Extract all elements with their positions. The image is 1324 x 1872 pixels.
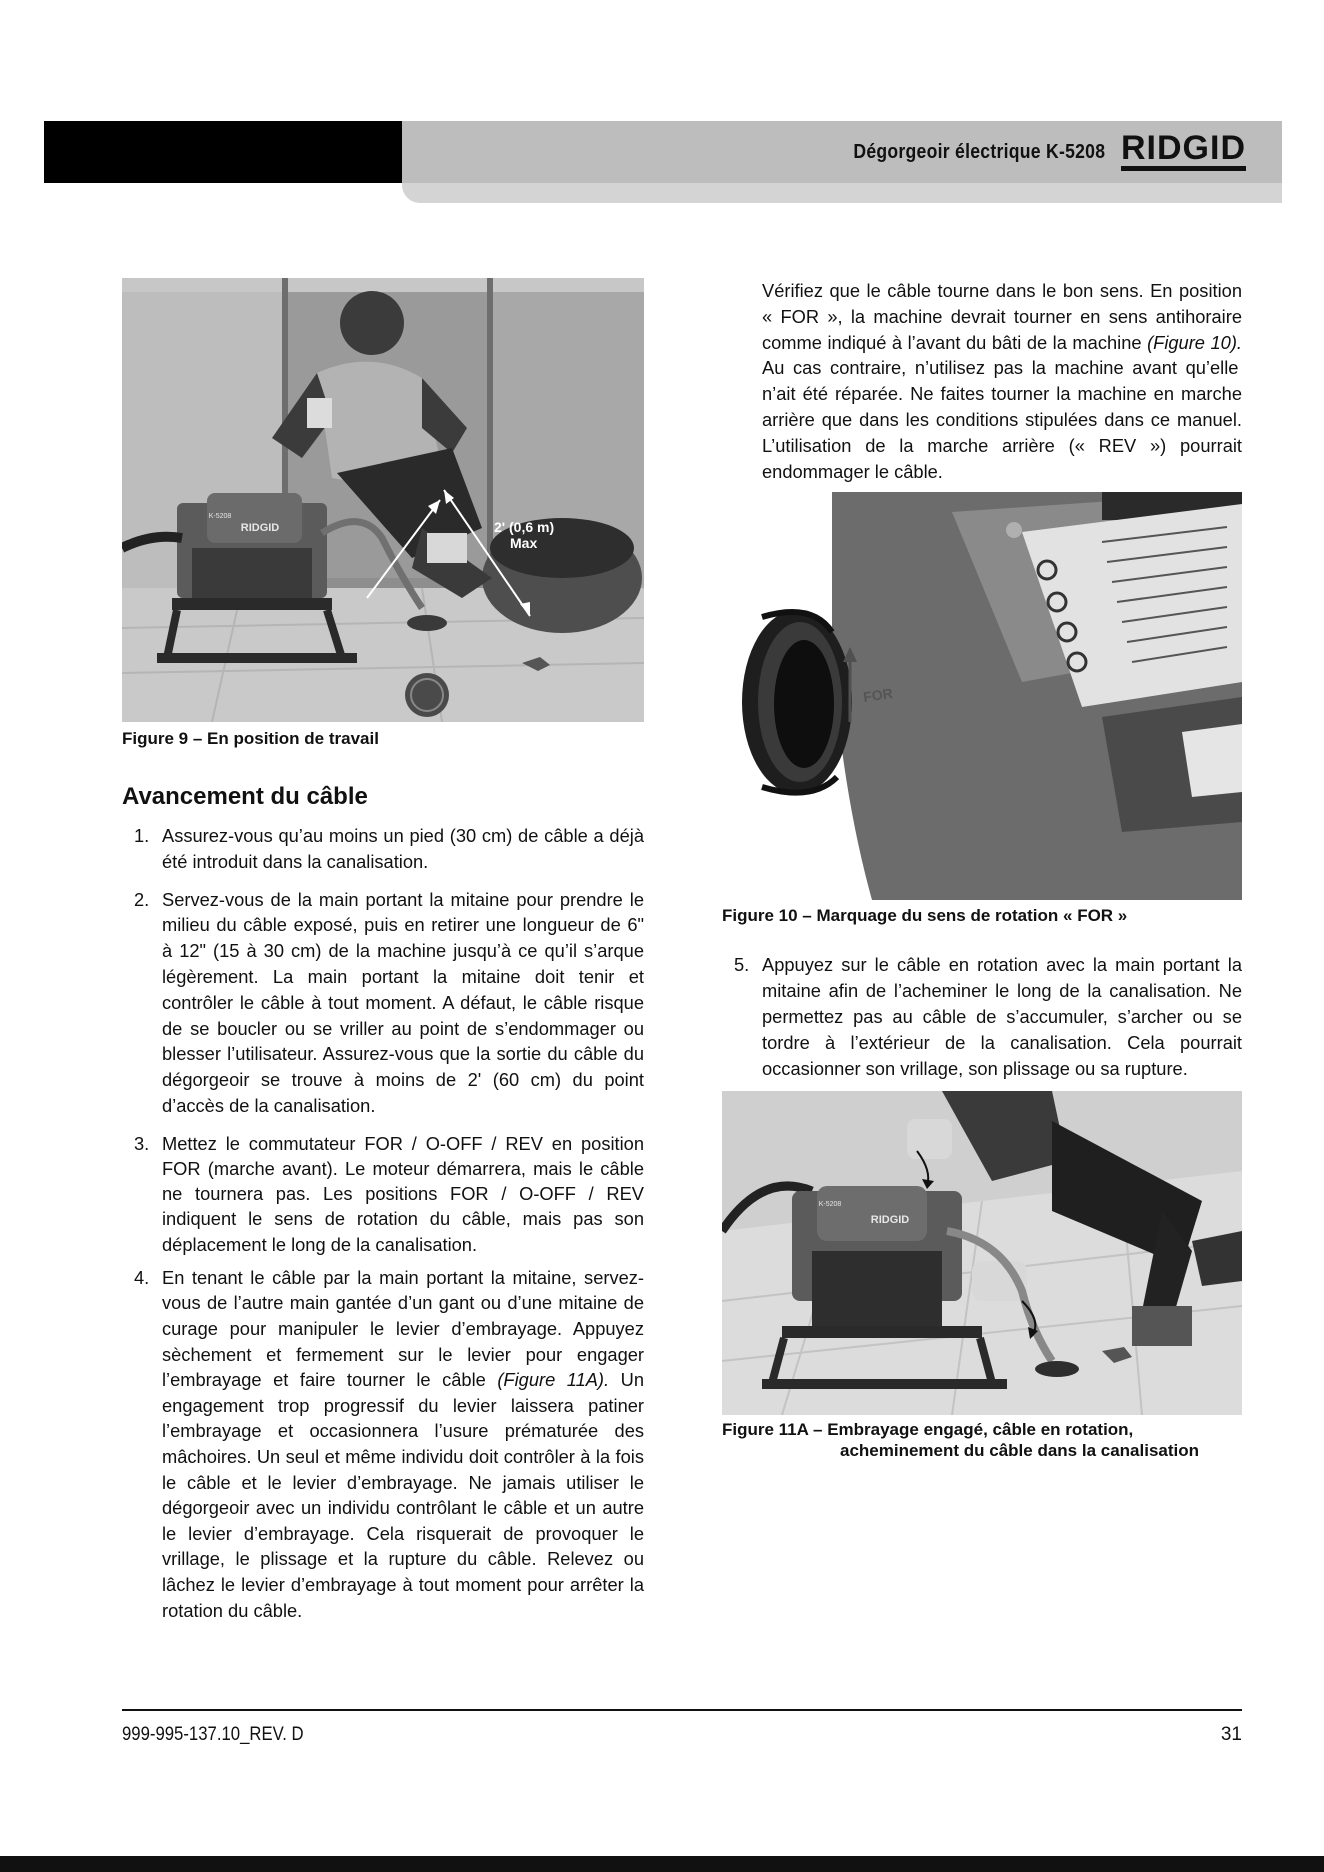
figure-9-machine-label: RIDGID [240, 522, 280, 534]
bottom-bar [0, 1856, 1324, 1872]
step-item [722, 952, 1242, 1081]
step-item [122, 1265, 644, 1623]
step-text: Appuyez sur le câble en rotation avec la main portant la mitaine afin de l’acheminer le long de la canalisation. Ne permettez pas au câble de s’accumuler, s’archer ou se tordre à l’extérieur de la canalisation. Cela pourrait occasionner son vrillage, son plissage ou sa rupture. [762, 954, 1242, 1079]
figure-11a-machine-label: RIDGID [870, 1214, 910, 1227]
figure-10-caption: Figure 10 – Marquage du sens de rotation « FOR » [722, 906, 1128, 926]
figure-9-illustration [122, 278, 644, 722]
step-5-list [722, 952, 1242, 1081]
footer-doc-number: 999-995-137.10_REV. D [122, 1724, 304, 1745]
figure-11a-model-label: K-5208 [818, 1201, 842, 1209]
paragraph-text: Au cas contraire, n’utilisez pas la machine avant qu’elle n’ait été réparée. Ne faites tourner la machine en marche arrière que dans les conditions stipulées dans ce manuel. L’utilisation de la marche arrière (« REV ») pourrait endommager le câble. [762, 357, 1242, 482]
figure-9-dimension-line2: Max [510, 535, 538, 551]
header-band [402, 121, 1282, 183]
right-column [722, 278, 1242, 1461]
figure-11a-caption-line1: Figure 11A – Embrayage engagé, câble en rotation, [722, 1420, 1134, 1440]
step-number: 5. [734, 954, 750, 976]
ridgid-logo: RIDGID [1121, 133, 1246, 171]
step-item [122, 887, 644, 1119]
figure-11a-caption-line2: acheminement du câble dans la canalisation [840, 1441, 1200, 1461]
step-text: Un engagement trop progressif du levier laissera patiner l’embrayage et occasionnera l’usure prématurée des mâchoires. Un seul et même individu doit contrôler à la fois le câble et le levier d’embrayage. Ne jamais utiliser le dégorgeoir avec un individu contrôlant le câble et un autre le levier d’embrayage. Cela risquerait de provoquer le vrillage, le plissage et la rupture du câble. Relevez ou lâchez le levier d’embrayage à tout moment pour arrêter la rotation du câble. [162, 1369, 644, 1621]
header-black-band [44, 121, 402, 183]
step-number: 1. [134, 825, 150, 846]
step-text: Assurez-vous qu’au moins un pied (30 cm) de câble a déjà été introduit dans la canalisation. [162, 825, 644, 872]
step-item [122, 1131, 644, 1257]
figure-10-housing-label: FOR [862, 685, 894, 706]
figure-9-model-label: K-5208 [208, 513, 232, 520]
header-title: Dégorgeoir électrique K-5208 [853, 140, 1105, 163]
step-text: En tenant le câble par la main portant la mitaine, servez-vous de l’autre main gantée d’un gant ou d’une mitaine de curage pour manipuler le levier d’embrayage. Appuyez sèchement et fermement sur le levier pour engager l’embrayage et faire tourner le câble [162, 1266, 644, 1391]
figure-11a-caption [722, 1419, 1242, 1461]
step-item [122, 823, 644, 875]
section-title: Avancement du câble [122, 783, 368, 810]
figure-9-caption: Figure 9 – En position de travail [122, 729, 379, 748]
figure-11a-illustration [722, 1091, 1242, 1415]
figure-reference: (Figure 11A). [497, 1369, 610, 1391]
left-column [122, 278, 644, 1635]
header-underband [402, 183, 1282, 203]
step-number: 4. [134, 1266, 150, 1288]
figure-11a-photo [722, 1091, 1242, 1415]
steps-list [122, 823, 644, 1623]
footer-page-number: 31 [1220, 1724, 1242, 1745]
figure-9-photo [122, 278, 644, 722]
paragraph-text: Vérifiez que le câble tourne dans le bon sens. En position « FOR », la machine devrait tourner en sens antihoraire comme indiqué à l’avant du bâti de la machine [762, 280, 1242, 353]
step-text: Servez-vous de la main portant la mitaine pour prendre le milieu du câble exposé, puis en retirer une longueur de 6" à 12" (15 à 30 cm) de la machine jusqu’à ce qu’il s’arque légèrement. La main portant la mitaine doit tenir et contrôler le câble à tout moment. A défaut, le câble risque de se boucler ou se vriller au point de s’endommager ou blesser l’utilisateur. Assurez-vous que la sortie du câble du dégorgeoir se trouve à moins de 2' (60 cm) du point d’accès de la canalisation. [162, 888, 644, 1116]
continuation-paragraph [762, 278, 1242, 484]
step-text: Mettez le commutateur FOR / O-OFF / REV en position FOR (marche avant). Le moteur démarrera, mais le câble ne tournera pas. Les positions FOR / O-OFF / REV indiquent le sens de rotation du câble, mais pas son déplacement le long de la canalisation. [162, 1132, 644, 1255]
figure-10-illustration [722, 492, 1242, 900]
step-number: 3. [134, 1132, 150, 1154]
figure-9-dimension-line1: 2' (0,6 m) [494, 519, 555, 535]
figure-10-photo [722, 492, 1242, 900]
step-number: 2. [134, 888, 150, 910]
figure-reference: (Figure 10). [1147, 331, 1242, 353]
footer-rule [122, 1709, 1242, 1711]
